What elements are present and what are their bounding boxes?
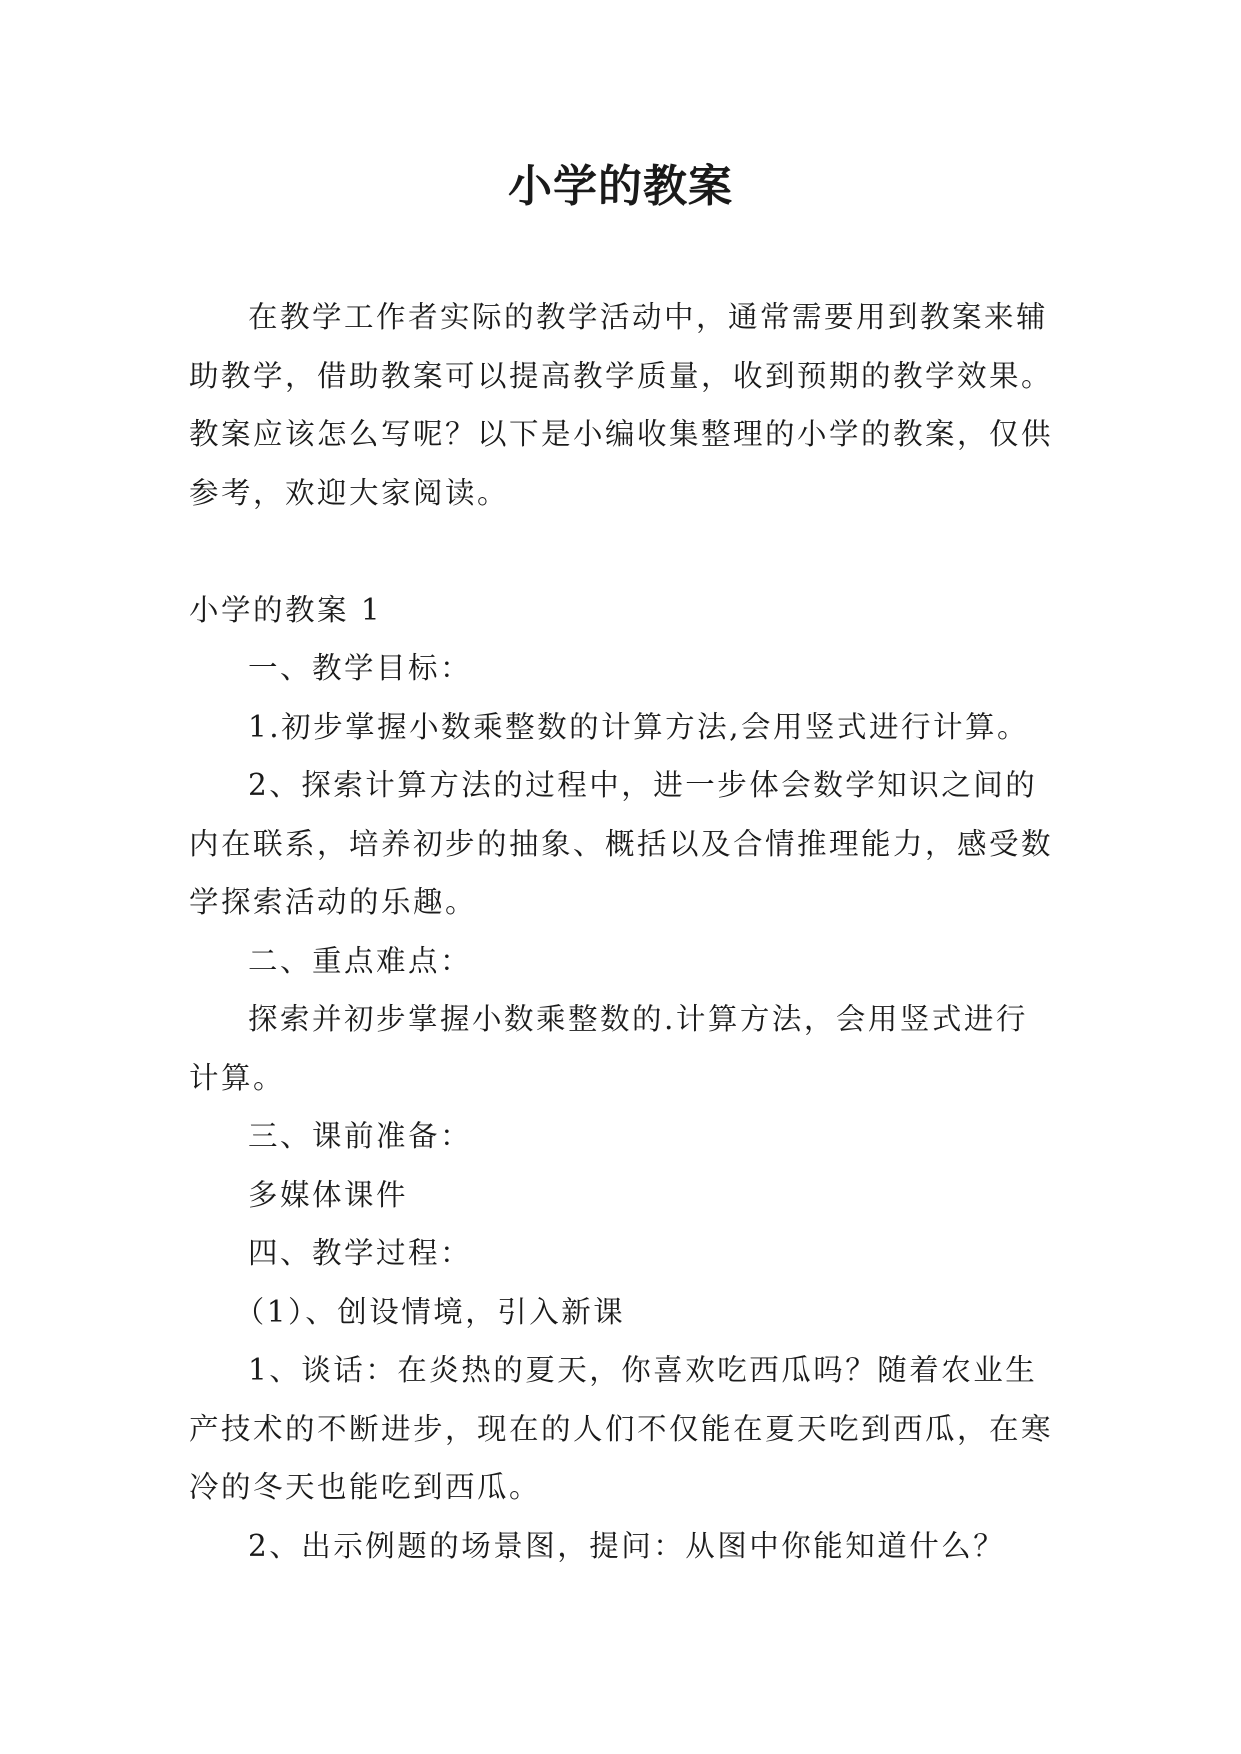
section-title: 小学的教案 1: [189, 592, 383, 627]
process-talk-text: 1、谈话：在炎热的夏天，你喜欢吃西瓜吗？随着农业生产技术的不断进步，现在的人们不仅能在夏天吃到西瓜，在寒冷的冬天也能吃到西瓜。: [189, 1353, 1054, 1504]
paragraph-spacer: [189, 522, 1059, 581]
document-body: [189, 288, 1059, 1575]
heading-key-points: 二、重点难点：: [248, 943, 473, 978]
key-points-text: 探索并初步掌握小数乘整数的.计算方法，会用竖式进行计算。: [189, 1002, 1028, 1095]
heading-preparation: 三、课前准备：: [248, 1119, 473, 1153]
goal-item-1: 1.初步掌握小数乘整数的计算方法,会用竖式进行计算。: [248, 709, 1030, 744]
process-step-1: （1）、创设情境，引入新课: [234, 1294, 626, 1329]
heading-teaching-process: 四、教学过程：: [248, 1236, 473, 1270]
goal-item-2: 2、探索计算方法的过程中，进一步体会数学知识之间的内在联系，培养初步的抽象、概括以及合情推理能力，感受数学探索活动的乐趣。: [189, 768, 1054, 919]
preparation-text: 多媒体课件: [248, 1177, 409, 1212]
page-title: 小学的教案: [508, 161, 733, 212]
intro-paragraph: 在教学工作者实际的教学活动中，通常需要用到教案来辅助教学，借助教案可以提高教学质量，收到预期的教学效果。教案应该怎么写呢？以下是小编收集整理的小学的教案，仅供参考，欢迎大家阅读。: [189, 300, 1054, 510]
heading-teaching-goals: 一、教学目标：: [248, 651, 473, 685]
process-example-text: 2、出示例题的场景图，提问：从图中你能知道什么？: [248, 1528, 1006, 1563]
